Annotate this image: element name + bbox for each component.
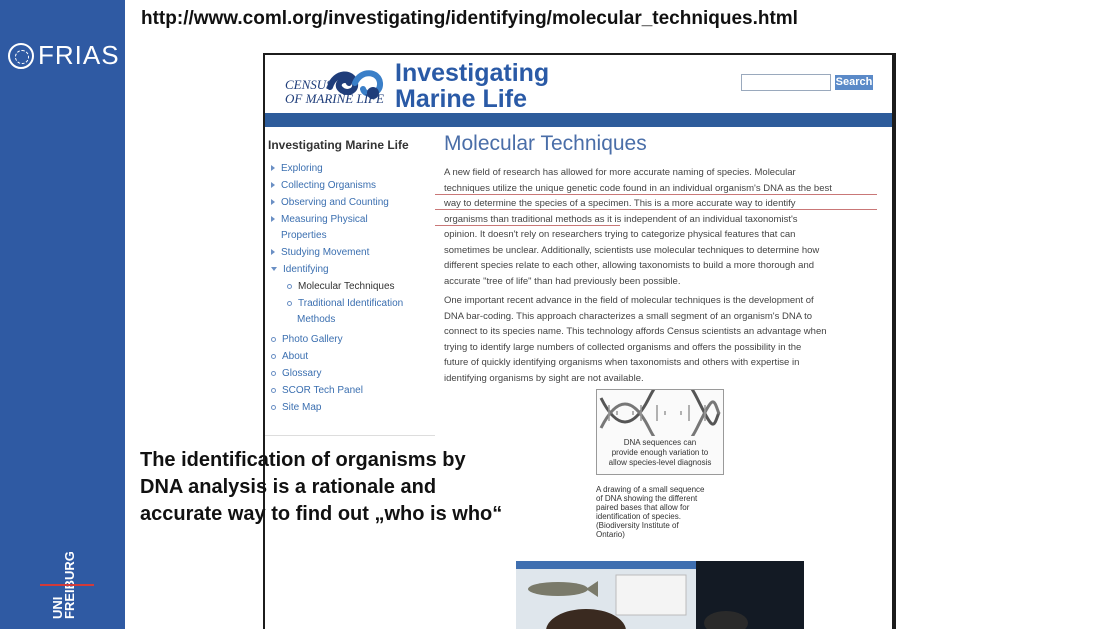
paragraph-line: A new field of research has allowed for more accurate naming of species. Molecular <box>444 167 796 178</box>
paragraph-line: One important recent advance in the field of molecular techniques is the development of <box>444 295 814 306</box>
bullet-icon <box>271 337 276 342</box>
caption-line: provide enough variation to <box>611 448 709 457</box>
header-band <box>265 113 894 127</box>
nav-item-properties[interactable] <box>281 230 327 241</box>
nav-label: Measuring Physical <box>281 214 368 225</box>
uni-logo-bottom: FREIBURG <box>62 551 77 619</box>
paragraph-line: different species relate to each other, allowing taxonomists to build a more thorough and <box>444 260 815 271</box>
triangle-right-icon <box>271 182 275 188</box>
nav-item-measuring-physical[interactable] <box>271 214 368 225</box>
barcoding-photo <box>516 561 804 629</box>
paragraph-line: organisms than traditional methods as it is independent of an individual taxonomist's <box>444 213 798 225</box>
page-heading: Molecular Techniques <box>444 132 647 155</box>
triangle-down-icon <box>271 267 277 271</box>
nav-item-about[interactable] <box>271 351 308 362</box>
search-button[interactable]: Search <box>835 76 873 88</box>
dna-description <box>596 485 728 539</box>
nav-item-studying-movement[interactable] <box>271 247 369 258</box>
nav-item-photo-gallery[interactable] <box>271 334 343 345</box>
triangle-right-icon <box>271 199 275 205</box>
bullet-icon <box>271 388 276 393</box>
nav-label: Methods <box>297 314 336 325</box>
site-title-line1: Investigating <box>395 59 550 87</box>
caption-line: accurate way to find out „who is who“ <box>140 503 503 525</box>
caption-line: DNA analysis is a rationale and <box>140 476 437 498</box>
bullet-icon <box>287 301 292 306</box>
slide-caption <box>140 447 502 528</box>
nav-item-collecting-organisms[interactable] <box>271 180 376 191</box>
nav-item-identifying[interactable] <box>271 264 329 275</box>
description-line: paired bases that allow for <box>596 503 690 512</box>
nav-label: Site Map <box>282 402 322 413</box>
paragraph-line: sometimes be unclear. Additionally, scientists use molecular techniques to determine how <box>444 244 820 256</box>
triangle-right-icon <box>271 165 275 171</box>
caption-line: The identification of organisms by <box>140 449 466 471</box>
uni-logo-top: UNI <box>50 596 65 619</box>
paragraph-line: trying to identify large numbers of collected organisms and offers the possibility in the <box>444 341 802 353</box>
description-line: identification of species. <box>596 512 681 521</box>
nav-item-scor-tech-panel[interactable] <box>271 385 363 396</box>
dna-figure <box>596 389 724 475</box>
nav-item-methods[interactable] <box>297 314 335 325</box>
nav-label: Properties <box>281 230 327 241</box>
paragraph-line: DNA bar-coding. This approach characterizes a small segment of an organism's DNA to <box>444 310 813 322</box>
uni-freiburg-logo <box>38 535 98 625</box>
site-title-line2: Marine Life <box>395 85 527 113</box>
paragraph-line: identifying organisms by sight are not available. <box>444 372 644 384</box>
nav-label: Collecting Organisms <box>281 180 377 191</box>
nav-label: Exploring <box>281 163 323 174</box>
paragraph-2 <box>444 293 875 386</box>
sidebar-divider <box>265 435 435 436</box>
bullet-icon <box>271 405 276 410</box>
nav-label: About <box>282 351 309 362</box>
nav-label: Glossary <box>282 368 322 379</box>
nav-label: SCOR Tech Panel <box>282 385 363 396</box>
description-line: Ontario) <box>596 530 625 539</box>
paragraph-line: accurate "tree of life" than had previously been possible. <box>444 275 681 287</box>
dna-figure-caption <box>597 438 723 468</box>
paragraph-line: techniques utilize the unique genetic code found in an individual organism's DNA as the best <box>444 182 832 194</box>
logo-census-text: CENSUS <box>285 77 333 92</box>
highlight-underline <box>435 225 620 226</box>
paragraph-line: way to determine the species of a specimen. This is a more accurate way to identify <box>444 198 796 209</box>
search-input[interactable] <box>741 74 831 91</box>
highlight-underline <box>435 194 877 195</box>
slide-sidebar <box>0 0 125 629</box>
nav-label: Photo Gallery <box>282 334 343 345</box>
paragraph-line: future of quickly identifying organisms when taxonomists and others with expertise in <box>444 357 800 368</box>
nav-item-molecular-techniques[interactable] <box>287 281 395 292</box>
caption-line: DNA sequences can <box>623 438 697 447</box>
frias-logo <box>8 40 120 71</box>
seal-icon <box>8 43 34 69</box>
nav-label: Studying Movement <box>281 247 370 258</box>
dna-helix-icon <box>597 390 723 436</box>
description-line: A drawing of a small sequence <box>596 485 705 494</box>
nav-item-traditional-identification[interactable] <box>287 298 403 309</box>
sidebar-title: Investigating Marine Life <box>268 138 409 152</box>
census-logo <box>285 78 384 106</box>
slide-url: http://www.coml.org/investigating/identifying/molecular_techniques.html <box>141 8 798 29</box>
highlight-underline <box>435 209 877 210</box>
nav-label: Observing and Counting <box>281 197 389 208</box>
nav-label: Identifying <box>283 264 329 275</box>
website-screenshot <box>263 53 896 629</box>
site-title <box>395 60 549 112</box>
nav-item-site-map[interactable] <box>271 402 321 413</box>
nav-item-glossary[interactable] <box>271 368 321 379</box>
description-line: (Biodiversity Institute of <box>596 521 679 530</box>
bullet-icon <box>271 354 276 359</box>
paragraph-line: opinion. It doesn't rely on researchers trying to categorize physical features that can <box>444 229 796 240</box>
paragraph-line: connect to its species name. This technology affords Census scientists an advantage when <box>444 326 827 337</box>
frias-logo-text: FRIAS <box>38 40 120 70</box>
description-line: of DNA showing the different <box>596 494 698 503</box>
bullet-icon <box>271 371 276 376</box>
nav-label: Molecular Techniques <box>298 281 395 292</box>
caption-line: allow species-level diagnosis <box>608 458 712 467</box>
triangle-right-icon <box>271 216 275 222</box>
paragraph-1 <box>444 165 875 289</box>
nav-item-observing-and-counting[interactable] <box>271 197 389 208</box>
nav-label: Traditional Identification <box>298 298 404 309</box>
triangle-right-icon <box>271 249 275 255</box>
bullet-icon <box>287 284 292 289</box>
nav-item-exploring[interactable] <box>271 163 323 174</box>
photo-image <box>516 561 804 629</box>
logo-marine-text: OF MARINE LIFE <box>285 91 384 106</box>
